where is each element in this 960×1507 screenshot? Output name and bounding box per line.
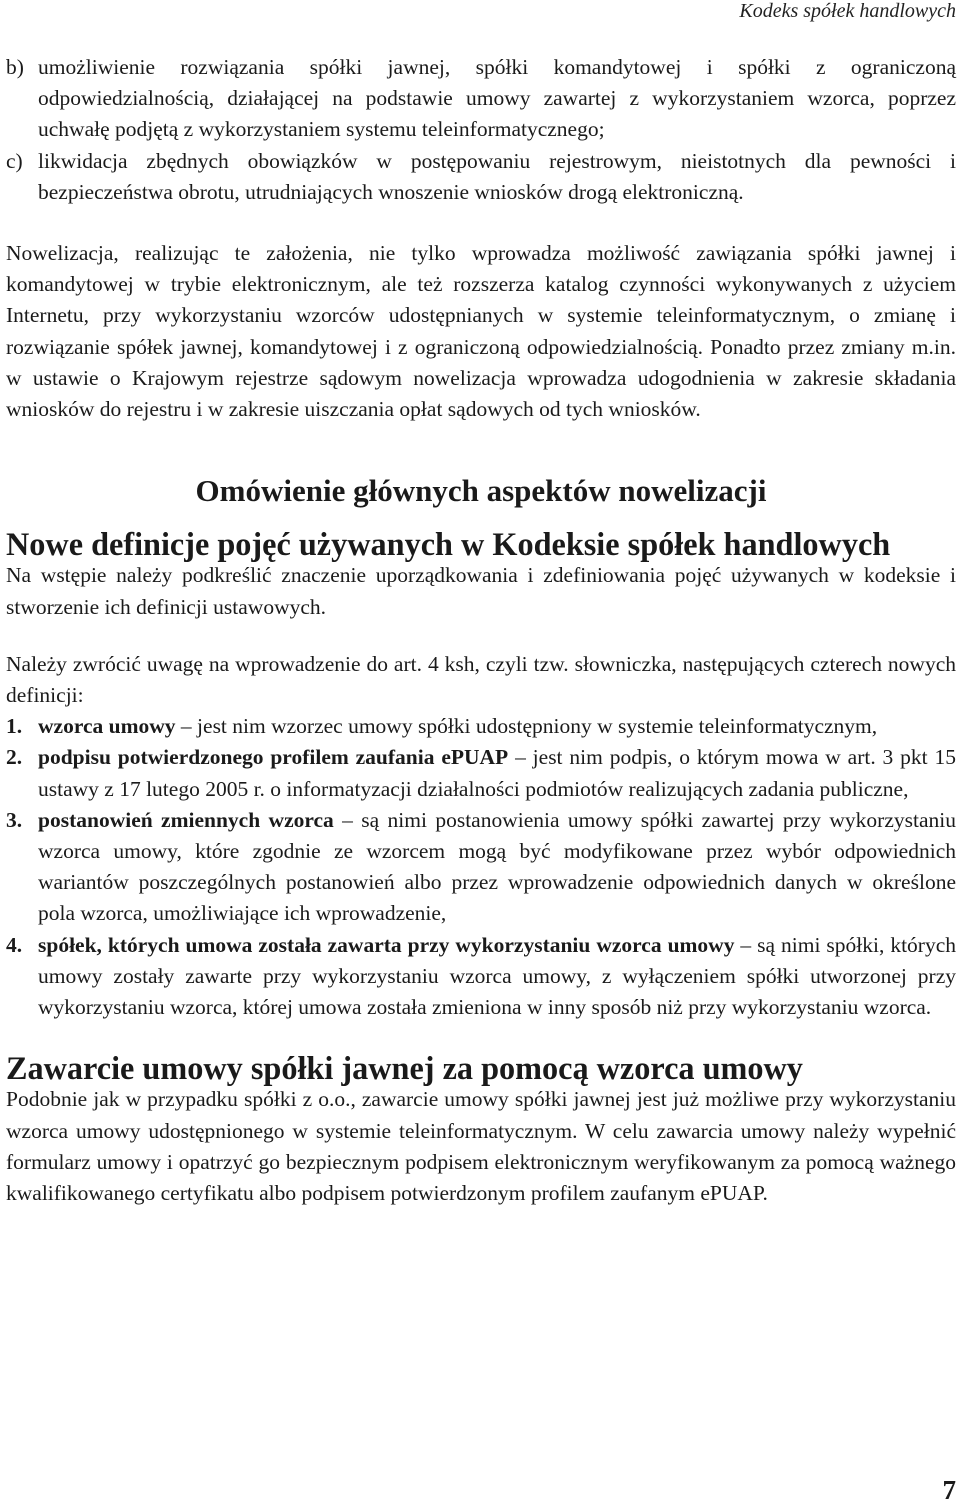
section-title: Omówienie głównych aspektów nowelizacji [195,473,767,509]
definition-number: 3. [6,807,23,832]
definitions-list [6,711,956,1023]
paragraph: Należy zwrócić uwagę na wprowadzenie do art. 4 ksh, czyli tzw. słowniczka, następujących czterech nowych definicji: [6,651,956,708]
definition-term: wzorca umowy [38,714,176,739]
paragraph: Na wstępie należy podkreślić znaczenie uporządkowania i zdefiniowania pojęć używanych w kodeksie i stworzenie ich definicji ustawowych. [6,563,956,619]
list-item-label: c) [6,148,23,173]
subsection-title: Zawarcie umowy spółki jawnej za pomocą wzorca umowy [6,1050,803,1087]
list-item-c [6,146,956,208]
definition-number: 2. [6,745,23,770]
definition-term: spółek, których umowa została zawarta przy wykorzystaniu wzorca umowy [38,932,735,957]
list-item-b [6,52,956,146]
definition-text: – są nimi postanowienia umowy spółki zawartej przy wykorzystaniu wzorca umowy, które zgodnie ze wzorcem mogą być modyfikowane przez wybór odpowiednich wariantów poszczególnych postanowień albo przez wprowadzenie odpowiednich danych w określone pola wzorca, umożliwiające ich wprowadzenie, [38,807,956,926]
definition-text: – jest nim podpis, o którym mowa w art. 3 pkt 15 ustawy z 17 lutego 2005 r. o informatyzacji działalności podmiotów realizujących zadania publiczne, [38,745,957,801]
subsection-contract [6,1050,956,1209]
page-number: 7 [942,1475,956,1505]
running-header: Kodeks spółek handlowych [739,0,956,22]
definition-item [6,805,956,930]
list-item-label: b) [6,55,24,79]
definition-term: podpisu potwierdzonego profilem zaufania ePUAP [38,745,509,770]
subsection-definitions [6,526,957,1023]
paragraph: Podobnie jak w przypadku spółki z o.o., zawarcie umowy spółki jawnej jest już możliwe przy wykorzystaniu wzorca umowy udostępnionego w systemie teleinformatycznym. W celu zawarcia umowy należy wypełnić formularz umowy i opatrzyć go bezpiecznym podpisem elektronicznym weryfikowanym za pomocą ważnego kwalifikowanego certyfikatu albo podpisem potwierdzonym profilem zaufanym ePUAP. [6,1087,956,1206]
page-body [6,0,956,1209]
definition-number: 4. [6,932,23,957]
definition-item [6,930,956,1024]
definition-text: – jest nim wzorzec umowy spółki udostępniony w systemie teleinformatycznym, [175,714,878,739]
list-item-text: umożliwienie rozwiązania spółki jawnej, spółki komandytowej i spółki z ograniczoną odpowiedzialnością, działającej na podstawie umowy zawartej z wykorzystaniem wzorca, poprzez uchwałę podjętą z wykorzystaniem systemu teleinformatycznego; [38,55,956,142]
definition-text: – są nimi spółki, których umowy zostały zawarte przy wykorzystaniu wzorca umowy, z wyłączeniem spółki utworzonej przy wykorzystaniu wzorca, której umowa została zmieniona w inny sposób niż przy wykorzystaniu wzorca. [38,932,956,1020]
top-list [6,52,956,208]
list-item-text: likwidacja zbędnych obowiązków w postępowaniu rejestrowym, nieistotnych dla pewności i bezpieczeństwa obrotu, utrudniających wnoszenie wniosków drogą elektroniczną. [38,148,956,204]
intro-paragraph: Nowelizacja, realizując te założenia, nie tylko wprowadza możliwość zawiązania spółki jawnej i komandytowej w trybie elektronicznym, ale też rozszerza katalog czynności wykonywanych z użyciem Internetu, przy wykorzystaniu wzorców udostępnianych w systemie teleinformatycznym, o zmianę i rozwiązanie spółek jawnej, komandytowej i z ograniczoną odpowiedzialnością. Ponadto przez zmiany m.in. w ustawie o Krajowym rejestrze sądowym nowelizacja wprowadza udogodnienia w zakresie składania wniosków do rejestru i w zakresie uiszczania opłat sądowych od tych wniosków. [6,241,956,422]
subsection-title: Nowe definicje pojęć używanych w Kodeksie spółek handlowych [6,526,891,563]
definition-item [6,711,956,742]
definition-item [6,742,956,804]
definition-term: postanowień zmiennych wzorca [38,807,334,832]
definition-number: 1. [6,714,23,739]
